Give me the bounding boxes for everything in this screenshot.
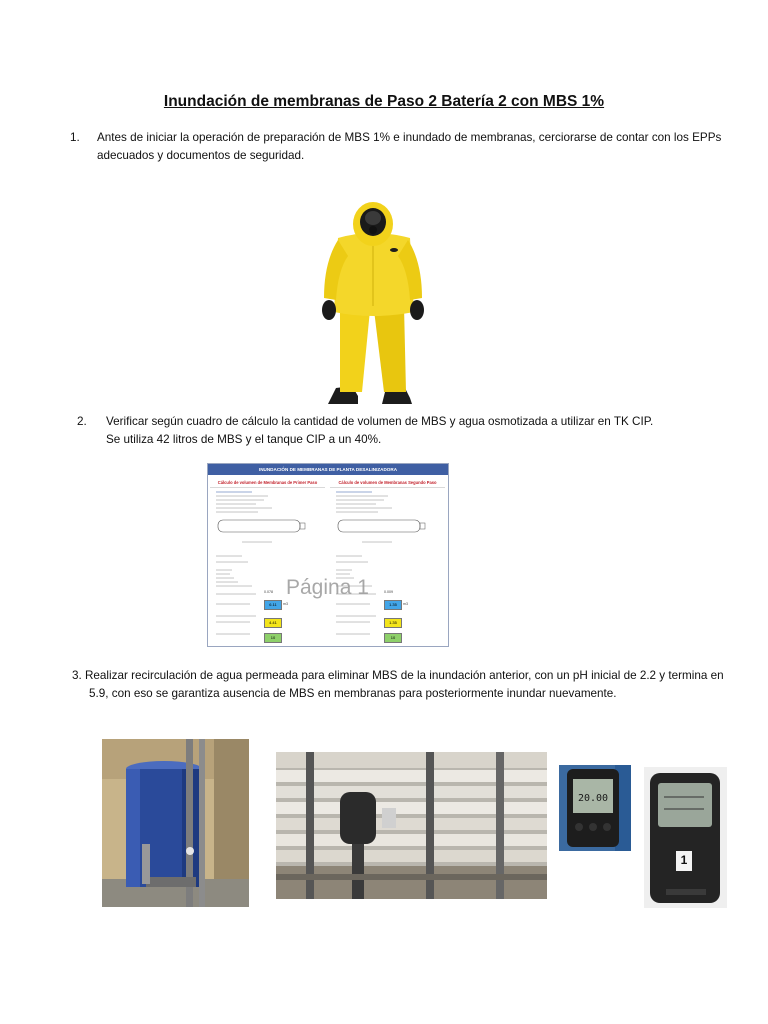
right-value-1: 1.35	[384, 600, 402, 610]
left-value-small: 0.078	[264, 590, 273, 594]
step-3-line-2: 5.9, con eso se garantiza ausencia de MBS en membranas para posteriormente inundar nuevamente.	[89, 687, 617, 700]
step-1-line-2: adecuados y documentos de seguridad.	[97, 149, 305, 162]
sheet-right-column	[332, 490, 444, 642]
right-value-small: 0.009	[384, 590, 393, 594]
step-2-number: 2.	[77, 415, 87, 428]
right-value-3: 10	[384, 633, 402, 643]
left-value-1: 6.11	[264, 600, 282, 610]
sheet-left-column	[212, 490, 324, 642]
left-unit: m3	[283, 602, 288, 606]
calculation-sheet-image	[207, 463, 449, 647]
ph-meter-photo	[559, 765, 631, 851]
protective-suit-image	[318, 202, 428, 408]
meter-2-tag: 1	[680, 853, 688, 867]
sheet-right-title: Cálculo de volumen de Membranas Segundo Paso	[330, 478, 445, 488]
right-unit: m3	[403, 602, 408, 606]
page-watermark: Página 1	[286, 576, 369, 599]
left-value-2: 4.41	[264, 618, 282, 628]
step-2-line-2: Se utiliza 42 litros de MBS y el tanque CIP a un 40%.	[106, 433, 382, 446]
step-3-line-1: 3. Realizar recirculación de agua permeada para eliminar MBS de la inundación anterior, con un pH inicial de 2.2 y termina en	[72, 669, 724, 682]
meter-1-reading: 20.00	[577, 793, 609, 804]
left-value-3: 10	[264, 633, 282, 643]
sheet-header: INUNDACIÓN DE MEMBRANAS DE PLANTA DESALINIZADORA	[208, 464, 448, 475]
membrane-rack-photo	[276, 752, 547, 899]
step-2-line-1: Verificar según cuadro de cálculo la cantidad de volumen de MBS y agua osmotizada a utilizar en TK CIP.	[106, 415, 654, 428]
right-value-2: 1.35	[384, 618, 402, 628]
document-title: Inundación de membranas de Paso 2 Batería 2 con MBS 1%	[163, 93, 605, 110]
step-1-number: 1.	[70, 131, 80, 144]
tank-photo	[102, 739, 249, 907]
handheld-meter-photo	[644, 767, 727, 908]
step-1-line-1: Antes de iniciar la operación de preparación de MBS 1% e inundado de membranas, cerciorarse de contar con los EPPs	[97, 131, 722, 144]
sheet-left-title: Cálculo de volumen de Membranas de Primer Paso	[210, 478, 325, 488]
